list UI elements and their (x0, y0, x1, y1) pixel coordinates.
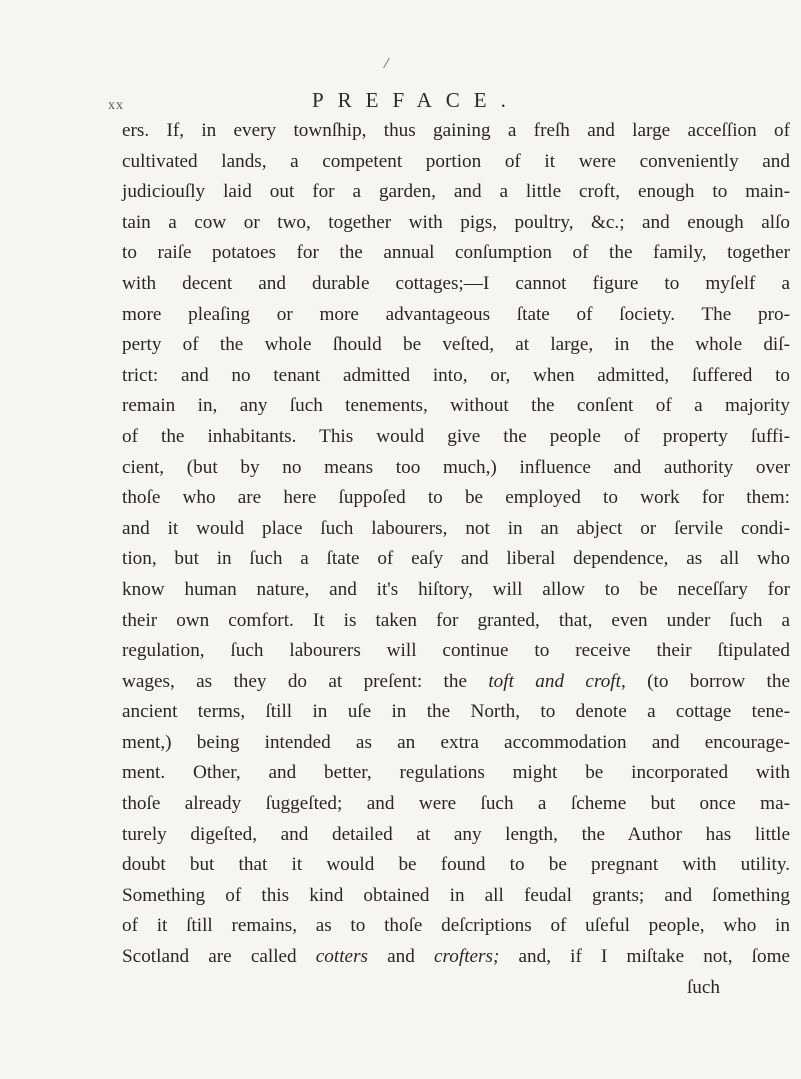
text-line: more pleaſing or more advantageous ſtate of ſociety. The pro- (122, 303, 790, 325)
italic-term: cotters (315, 946, 369, 968)
text-line: perty of the whole ſhould be veſted, at large, in the whole diſ- (122, 334, 790, 356)
body-text (122, 116, 790, 1003)
ink-mark (375, 58, 390, 68)
text-line: with decent and durable cottages;—I cannot figure to myſelf a (122, 272, 790, 294)
text-line: judiciouſly laid out for a garden, and a little croft, enough to main- (122, 181, 790, 203)
text-line: cultivated lands, a competent portion of it were conveniently and (122, 150, 790, 172)
text-line: tain a cow or two, together with pigs, poultry, &c.; and enough alſo (122, 211, 790, 233)
italic-term: crofters; (434, 946, 500, 968)
text-fragment: (to borrow the (647, 670, 790, 692)
text-line: thoſe already ſuggeſted; and were ſuch a ſcheme but once ma- (122, 793, 790, 815)
text-line: remain in, any ſuch tenements, without the conſent of a majority (122, 395, 790, 417)
text-line: doubt but that it would be found to be pregnant with utility. (122, 854, 790, 876)
text-fragment: Scotland are called (122, 946, 297, 968)
text-line: regulation, ſuch labourers will continue to receive their ſtipulated (122, 640, 790, 662)
text-line: cient, (but by no means too much,) influence and authority over (122, 456, 790, 478)
text-fragment: and (387, 946, 415, 968)
text-line: trict: and no tenant admitted into, or, when admitted, ſuffered to (122, 364, 790, 386)
text-line: ancient terms, ſtill in uſe in the North, to denote a cottage tene- (122, 701, 790, 723)
text-line: turely digeſted, and detailed at any length, the Author has little (122, 823, 790, 845)
page-header (0, 88, 801, 118)
text-line: tion, but in ſuch a ſtate of eaſy and liberal dependence, as all who (122, 548, 790, 570)
text-line: and it would place ſuch labourers, not in an abject or ſervile condi- (122, 517, 790, 539)
text-line: ers. If, in every townſhip, thus gaining a freſh and large acceſſion of (122, 120, 790, 141)
text-line: thoſe who are here ſuppoſed to be employed to work for them: (122, 487, 790, 509)
text-line: of the inhabitants. This would give the people of property ſuffi- (122, 425, 790, 447)
catchword: ſuch (686, 976, 720, 998)
text-line (122, 667, 790, 698)
italic-term: toft and croft, (488, 670, 626, 692)
page-number: xx (108, 98, 124, 113)
text-line: their own comfort. It is taken for granted, that, even under ſuch a (122, 609, 790, 631)
text-line: ment,) being intended as an extra accommodation and encourage- (122, 731, 790, 753)
text-line: Something of this kind obtained in all feudal grants; and ſomething (122, 884, 790, 906)
running-head: PREFACE. (312, 88, 520, 112)
text-fragment: wages, as they do at preſent: the (122, 670, 467, 692)
text-line: of it ſtill remains, as to thoſe deſcriptions of uſeful people, who in (122, 915, 790, 937)
text-line: to raiſe potatoes for the annual conſumption of the family, together (122, 242, 790, 264)
text-line: ment. Other, and better, regulations might be incorporated with (122, 762, 790, 784)
text-line (122, 942, 790, 973)
text-fragment: and, if I miſtake not, ſome (518, 946, 791, 968)
text-line: know human nature, and it's hiſtory, will allow to be neceſſary for (122, 578, 790, 600)
